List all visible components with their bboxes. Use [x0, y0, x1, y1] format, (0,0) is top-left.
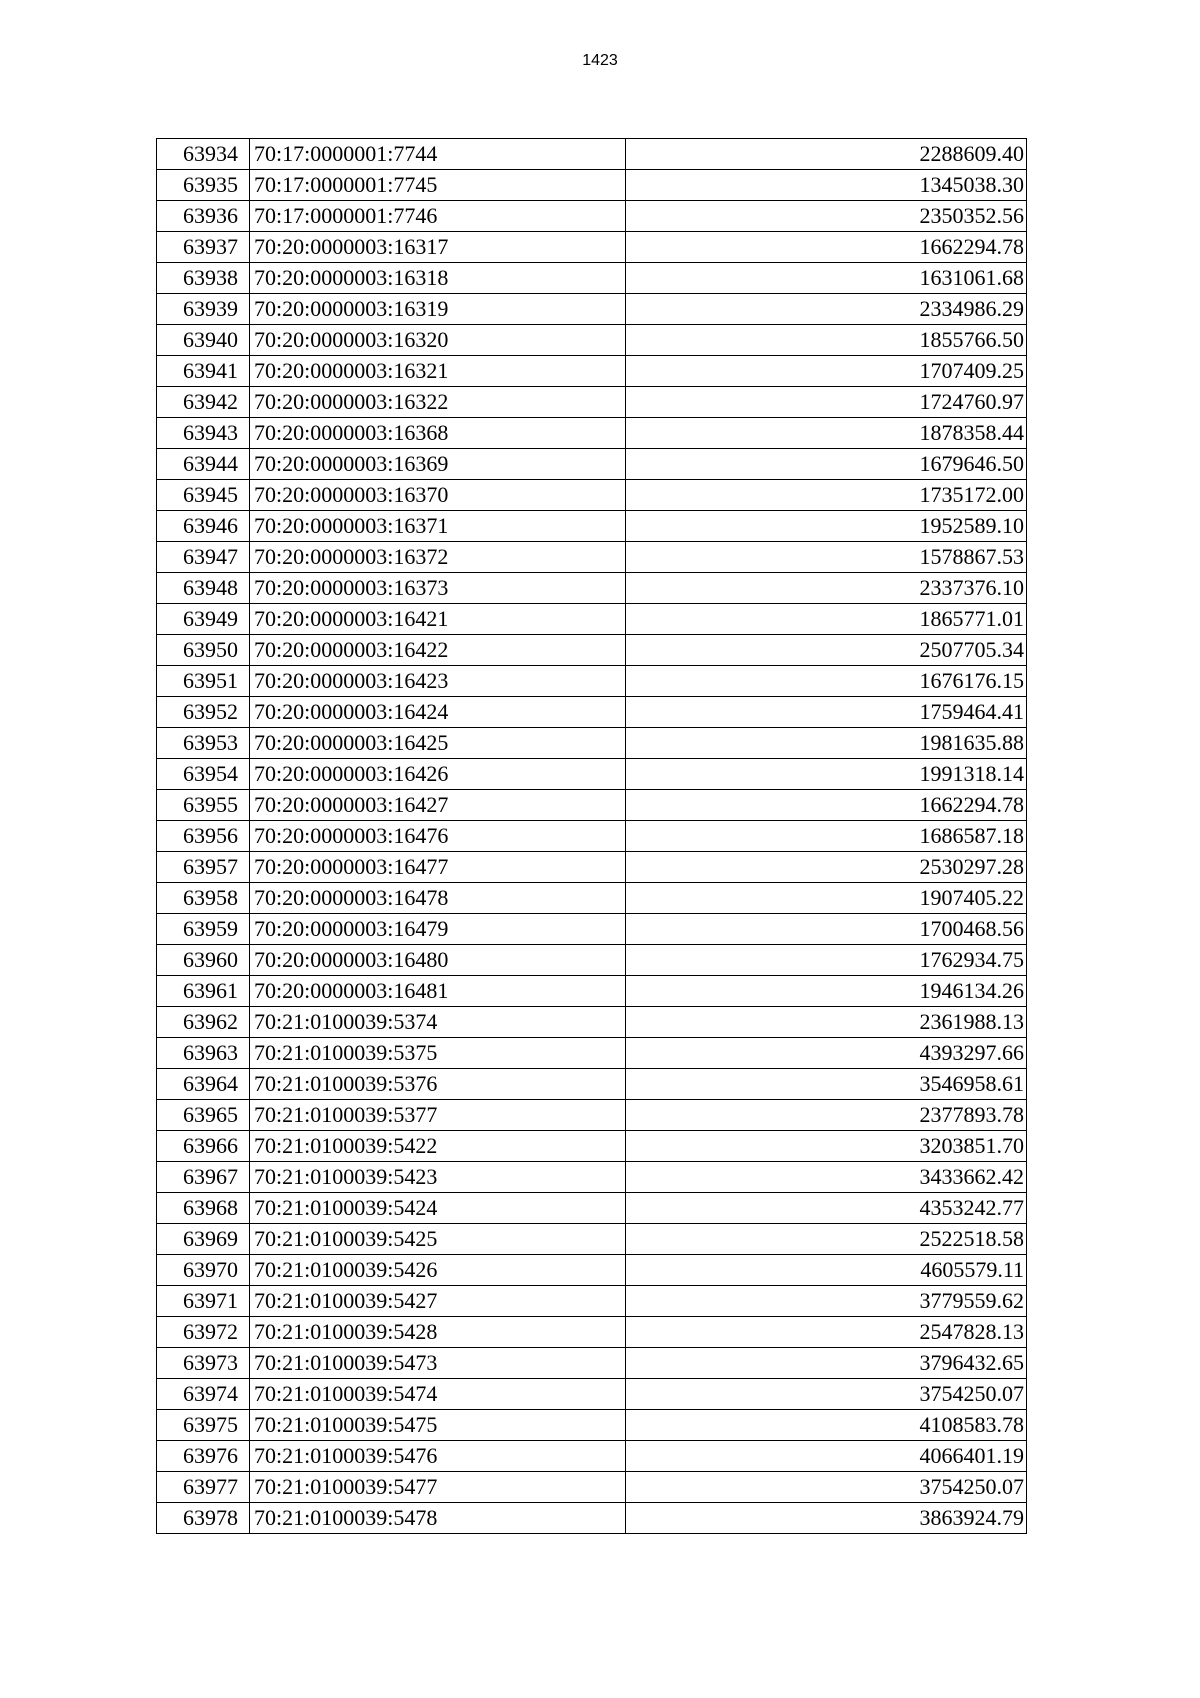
cadastral-value: 1686587.18: [626, 821, 1027, 852]
row-number: 63962: [157, 1007, 250, 1038]
cadastral-number: 70:20:0000003:16479: [250, 914, 626, 945]
cadastral-value: 2547828.13: [626, 1317, 1027, 1348]
row-number: 63965: [157, 1100, 250, 1131]
row-number: 63936: [157, 201, 250, 232]
table-row: [157, 1503, 1027, 1534]
table-row: [157, 1069, 1027, 1100]
cadastral-value: 2530297.28: [626, 852, 1027, 883]
table-row: [157, 945, 1027, 976]
table-row: [157, 449, 1027, 480]
cadastral-value: 3203851.70: [626, 1131, 1027, 1162]
cadastral-number: 70:21:0100039:5423: [250, 1162, 626, 1193]
cadastral-number: 70:20:0000003:16426: [250, 759, 626, 790]
cadastral-number: 70:20:0000003:16425: [250, 728, 626, 759]
row-number: 63940: [157, 325, 250, 356]
row-number: 63963: [157, 1038, 250, 1069]
row-number: 63941: [157, 356, 250, 387]
table-row: [157, 1193, 1027, 1224]
row-number: 63973: [157, 1348, 250, 1379]
table-row: [157, 759, 1027, 790]
table-row: [157, 325, 1027, 356]
cadastral-value: 1662294.78: [626, 790, 1027, 821]
row-number: 63938: [157, 263, 250, 294]
cadastral-value: 1735172.00: [626, 480, 1027, 511]
table-row: [157, 1441, 1027, 1472]
cadastral-value: 4108583.78: [626, 1410, 1027, 1441]
row-number: 63944: [157, 449, 250, 480]
cadastral-value: 1865771.01: [626, 604, 1027, 635]
cadastral-number: 70:21:0100039:5375: [250, 1038, 626, 1069]
table-row: [157, 1317, 1027, 1348]
cadastral-value: 1952589.10: [626, 511, 1027, 542]
cadastral-number: 70:20:0000003:16369: [250, 449, 626, 480]
cadastral-value-table: [156, 138, 1027, 1534]
cadastral-value: 2522518.58: [626, 1224, 1027, 1255]
row-number: 63976: [157, 1441, 250, 1472]
table-row: [157, 542, 1027, 573]
table-row: [157, 1379, 1027, 1410]
row-number: 63939: [157, 294, 250, 325]
table-row: [157, 914, 1027, 945]
table-row: [157, 139, 1027, 170]
cadastral-number: 70:17:0000001:7746: [250, 201, 626, 232]
table-row: [157, 635, 1027, 666]
row-number: 63964: [157, 1069, 250, 1100]
cadastral-number: 70:20:0000003:16368: [250, 418, 626, 449]
row-number: 63972: [157, 1317, 250, 1348]
row-number: 63977: [157, 1472, 250, 1503]
cadastral-value: 1907405.22: [626, 883, 1027, 914]
cadastral-number: 70:21:0100039:5474: [250, 1379, 626, 1410]
table-row: [157, 418, 1027, 449]
cadastral-value: 1662294.78: [626, 232, 1027, 263]
table-row: [157, 852, 1027, 883]
row-number: 63955: [157, 790, 250, 821]
cadastral-number: 70:20:0000003:16476: [250, 821, 626, 852]
cadastral-number: 70:21:0100039:5473: [250, 1348, 626, 1379]
row-number: 63961: [157, 976, 250, 1007]
table-row: [157, 356, 1027, 387]
table-row: [157, 1410, 1027, 1441]
row-number: 63970: [157, 1255, 250, 1286]
cadastral-value: 2337376.10: [626, 573, 1027, 604]
cadastral-number: 70:20:0000003:16477: [250, 852, 626, 883]
row-number: 63949: [157, 604, 250, 635]
cadastral-number: 70:20:0000003:16481: [250, 976, 626, 1007]
table-row: [157, 883, 1027, 914]
table-row: [157, 1255, 1027, 1286]
row-number: 63966: [157, 1131, 250, 1162]
table-row: [157, 821, 1027, 852]
cadastral-value: 1700468.56: [626, 914, 1027, 945]
cadastral-number: 70:21:0100039:5426: [250, 1255, 626, 1286]
cadastral-number: 70:21:0100039:5377: [250, 1100, 626, 1131]
table-row: [157, 697, 1027, 728]
row-number: 63957: [157, 852, 250, 883]
cadastral-value: 3779559.62: [626, 1286, 1027, 1317]
table-row: [157, 790, 1027, 821]
row-number: 63945: [157, 480, 250, 511]
table-row: [157, 511, 1027, 542]
table-row: [157, 232, 1027, 263]
row-number: 63934: [157, 139, 250, 170]
cadastral-number: 70:17:0000001:7744: [250, 139, 626, 170]
row-number: 63935: [157, 170, 250, 201]
table-row: [157, 1038, 1027, 1069]
row-number: 63954: [157, 759, 250, 790]
cadastral-number: 70:20:0000003:16318: [250, 263, 626, 294]
cadastral-number: 70:20:0000003:16370: [250, 480, 626, 511]
cadastral-value: 3754250.07: [626, 1379, 1027, 1410]
row-number: 63969: [157, 1224, 250, 1255]
cadastral-value: 2334986.29: [626, 294, 1027, 325]
cadastral-value: 1878358.44: [626, 418, 1027, 449]
cadastral-value: 3754250.07: [626, 1472, 1027, 1503]
row-number: 63971: [157, 1286, 250, 1317]
row-number: 63943: [157, 418, 250, 449]
cadastral-number: 70:20:0000003:16321: [250, 356, 626, 387]
cadastral-value: 4605579.11: [626, 1255, 1027, 1286]
table-row: [157, 1100, 1027, 1131]
row-number: 63950: [157, 635, 250, 666]
cadastral-value: 3863924.79: [626, 1503, 1027, 1534]
cadastral-number: 70:17:0000001:7745: [250, 170, 626, 201]
cadastral-number: 70:20:0000003:16480: [250, 945, 626, 976]
cadastral-number: 70:21:0100039:5422: [250, 1131, 626, 1162]
table-row: [157, 604, 1027, 635]
table-row: [157, 1007, 1027, 1038]
cadastral-number: 70:21:0100039:5374: [250, 1007, 626, 1038]
cadastral-number: 70:21:0100039:5477: [250, 1472, 626, 1503]
table-row: [157, 1348, 1027, 1379]
cadastral-value: 1762934.75: [626, 945, 1027, 976]
cadastral-value: 3433662.42: [626, 1162, 1027, 1193]
row-number: 63960: [157, 945, 250, 976]
cadastral-number: 70:20:0000003:16424: [250, 697, 626, 728]
cadastral-value: 1946134.26: [626, 976, 1027, 1007]
cadastral-value: 4393297.66: [626, 1038, 1027, 1069]
cadastral-number: 70:21:0100039:5376: [250, 1069, 626, 1100]
row-number: 63956: [157, 821, 250, 852]
table-row: [157, 1162, 1027, 1193]
row-number: 63937: [157, 232, 250, 263]
cadastral-number: 70:21:0100039:5478: [250, 1503, 626, 1534]
row-number: 63952: [157, 697, 250, 728]
cadastral-number: 70:21:0100039:5475: [250, 1410, 626, 1441]
cadastral-value: 1679646.50: [626, 449, 1027, 480]
cadastral-value: 3796432.65: [626, 1348, 1027, 1379]
row-number: 63947: [157, 542, 250, 573]
cadastral-number: 70:20:0000003:16322: [250, 387, 626, 418]
cadastral-number: 70:20:0000003:16478: [250, 883, 626, 914]
cadastral-value: 1981635.88: [626, 728, 1027, 759]
row-number: 63978: [157, 1503, 250, 1534]
cadastral-number: 70:20:0000003:16317: [250, 232, 626, 263]
table-row: [157, 976, 1027, 1007]
table-row: [157, 263, 1027, 294]
table-row: [157, 387, 1027, 418]
cadastral-value: 1855766.50: [626, 325, 1027, 356]
cadastral-number: 70:21:0100039:5425: [250, 1224, 626, 1255]
cadastral-value: 4353242.77: [626, 1193, 1027, 1224]
row-number: 63948: [157, 573, 250, 604]
cadastral-value: 2350352.56: [626, 201, 1027, 232]
table-row: [157, 480, 1027, 511]
cadastral-number: 70:21:0100039:5424: [250, 1193, 626, 1224]
table-row: [157, 1131, 1027, 1162]
cadastral-value: 1631061.68: [626, 263, 1027, 294]
table-row: [157, 1286, 1027, 1317]
row-number: 63946: [157, 511, 250, 542]
table-row: [157, 573, 1027, 604]
row-number: 63968: [157, 1193, 250, 1224]
table-row: [157, 201, 1027, 232]
row-number: 63958: [157, 883, 250, 914]
cadastral-value: 1345038.30: [626, 170, 1027, 201]
cadastral-number: 70:20:0000003:16320: [250, 325, 626, 356]
cadastral-number: 70:21:0100039:5428: [250, 1317, 626, 1348]
row-number: 63967: [157, 1162, 250, 1193]
table-row: [157, 170, 1027, 201]
table-row: [157, 294, 1027, 325]
cadastral-number: 70:20:0000003:16319: [250, 294, 626, 325]
cadastral-number: 70:20:0000003:16373: [250, 573, 626, 604]
cadastral-value: 2361988.13: [626, 1007, 1027, 1038]
cadastral-number: 70:20:0000003:16371: [250, 511, 626, 542]
row-number: 63975: [157, 1410, 250, 1441]
cadastral-value: 1676176.15: [626, 666, 1027, 697]
cadastral-value: 2288609.40: [626, 139, 1027, 170]
table-row: [157, 1224, 1027, 1255]
cadastral-value: 3546958.61: [626, 1069, 1027, 1100]
row-number: 63942: [157, 387, 250, 418]
row-number: 63959: [157, 914, 250, 945]
table-row: [157, 666, 1027, 697]
cadastral-value: 4066401.19: [626, 1441, 1027, 1472]
cadastral-number: 70:21:0100039:5427: [250, 1286, 626, 1317]
cadastral-number: 70:20:0000003:16372: [250, 542, 626, 573]
table-row: [157, 728, 1027, 759]
cadastral-number: 70:20:0000003:16423: [250, 666, 626, 697]
cadastral-value: 1759464.41: [626, 697, 1027, 728]
cadastral-value: 1991318.14: [626, 759, 1027, 790]
row-number: 63951: [157, 666, 250, 697]
table-body: [157, 139, 1027, 1534]
cadastral-value: 1724760.97: [626, 387, 1027, 418]
table-row: [157, 1472, 1027, 1503]
cadastral-value: 1707409.25: [626, 356, 1027, 387]
cadastral-number: 70:20:0000003:16421: [250, 604, 626, 635]
cadastral-value: 2507705.34: [626, 635, 1027, 666]
cadastral-value: 1578867.53: [626, 542, 1027, 573]
cadastral-number: 70:20:0000003:16422: [250, 635, 626, 666]
row-number: 63974: [157, 1379, 250, 1410]
cadastral-number: 70:20:0000003:16427: [250, 790, 626, 821]
page-number: 1423: [582, 52, 618, 69]
cadastral-value: 2377893.78: [626, 1100, 1027, 1131]
row-number: 63953: [157, 728, 250, 759]
cadastral-number: 70:21:0100039:5476: [250, 1441, 626, 1472]
